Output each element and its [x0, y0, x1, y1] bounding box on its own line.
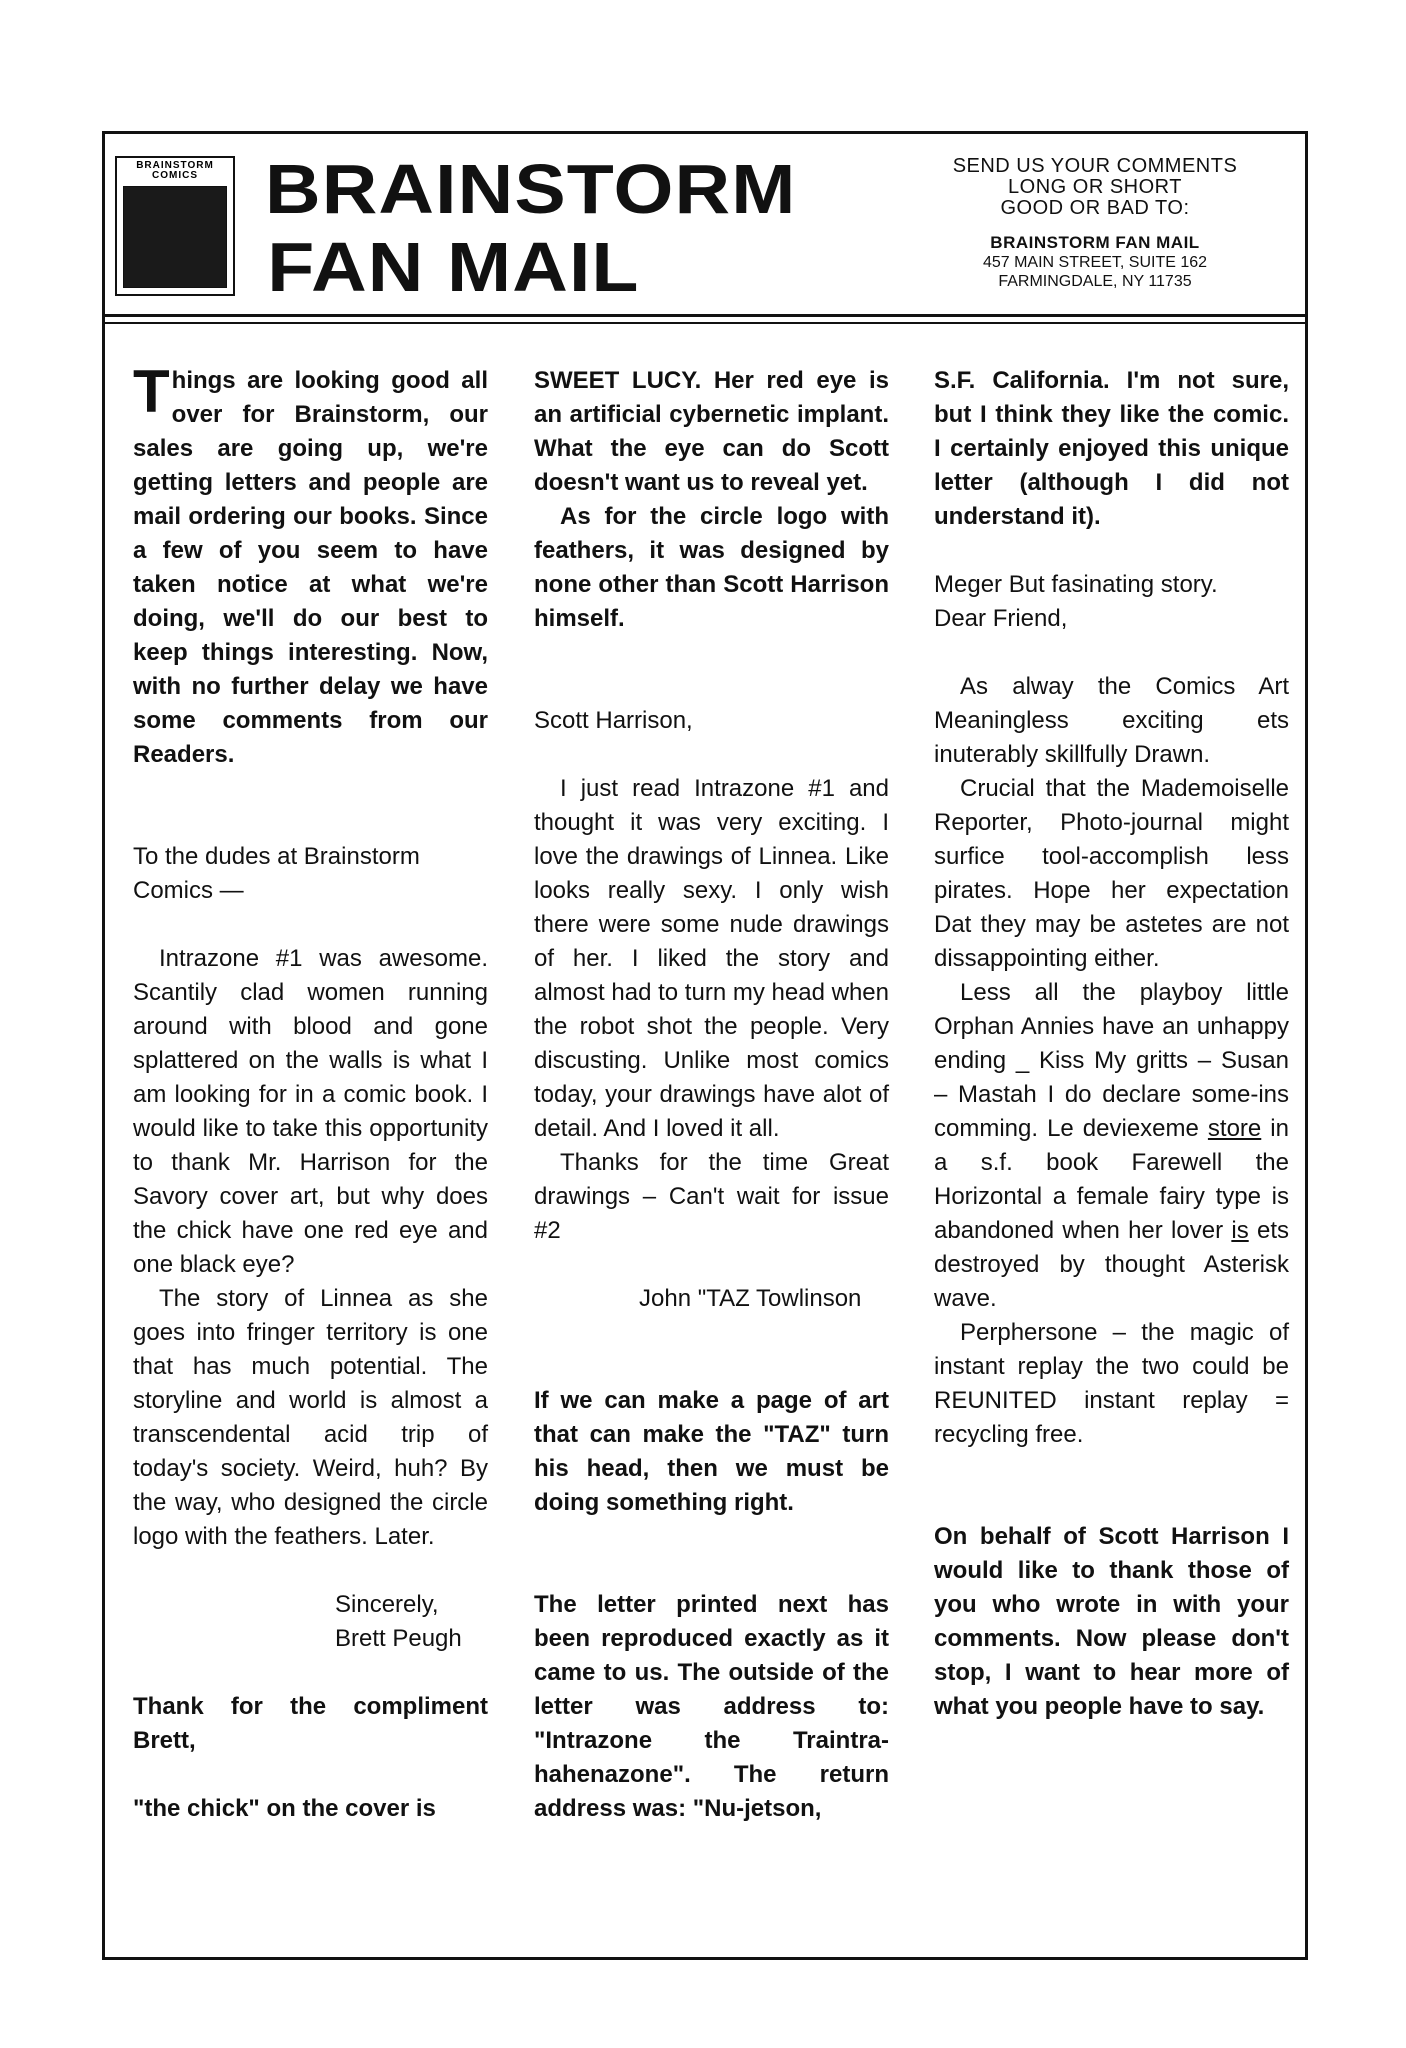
contact-line: GOOD OR BAD TO: [1000, 197, 1190, 219]
logo-artwork [123, 186, 227, 288]
page-frame [102, 131, 1308, 1960]
editor-reply: As for the circle logo with feathers, it was designed by none other than Scott Harrison himself. [534, 503, 889, 632]
column-1 [133, 358, 488, 1826]
editor-reply: "the chick" on the cover is [133, 1795, 436, 1822]
brainstorm-comics-logo [115, 156, 235, 296]
column-3 [934, 364, 1289, 1724]
address-street: 457 MAIN STREET, SUITE 162 [982, 254, 1208, 271]
masthead [105, 134, 1305, 317]
letter-signer: John "TAZ Towlinson [639, 1285, 862, 1312]
editor-note: The letter printed next has been reproduced exactly as it came to us. The outside of the letter was address to: "Intrazone the Traintra-hahenazone". The return address was: "Nu-jetson, [534, 1591, 889, 1822]
letter-sign-off: Sincerely, [335, 1591, 439, 1618]
letter-salutation: Scott Harrison, [534, 707, 693, 734]
letter-line: Meger But fasinating story. [934, 571, 1218, 598]
column-2 [534, 364, 889, 1826]
logo-text: BRAINSTORM COMICS [136, 160, 214, 181]
letter-salutation: To the dudes at Brainstorm Comics — [133, 843, 420, 904]
address-city: FARMINGDALE, NY 11735 [998, 273, 1192, 290]
letter-salutation: Dear Friend, [934, 605, 1068, 632]
address-name: BRAINSTORM FAN MAIL [990, 233, 1200, 252]
letter-paragraph: Perphersone – the magic of instant replay the two could be REUNITED instant replay = recycling free. [934, 1319, 1289, 1448]
letter-paragraph: Less all the playboy little Orphan Annies have an unhappy ending _ Kiss My gritts – Susan – Mastah I do declare some-ins comming. Le deviexeme store in a s.f. book Farewell the Horizontal a female fairy type is abandoned when her lover is ets destroyed by thought Asterisk wave. [934, 979, 1290, 1312]
letter-paragraph: The story of Linnea as she goes into fringer territory is one that has much potential. The storyline and world is almost a transcendental acid trip of today's society. Weird, huh? By the way, who designed the circle logo with the feathers. Later. [133, 1285, 488, 1550]
editor-reply: SWEET LUCY. Her red eye is an artificial cybernetic implant. What the eye can do Scott doesn't want us to reveal yet. [534, 367, 889, 496]
contact-line: SEND US YOUR COMMENTS [952, 155, 1238, 177]
editor-closing: On behalf of Scott Harrison I would like to thank those of you who wrote in with your comments. Now please don't stop, I want to hear more of what you people have to say. [934, 1523, 1289, 1720]
editor-note: S.F. California. I'm not sure, but I think they like the comic. I certainly enjoyed this unique letter (although I did not understand it). [934, 367, 1289, 530]
letter-signer: Brett Peugh [335, 1625, 462, 1652]
letter-paragraph: Crucial that the Mademoiselle Reporter, Photo-journal might surfice tool-accomplish less pirates. Hope her expectation Dat they may be astetes are not dissappointing either. [934, 775, 1289, 972]
letter-paragraph: As alway the Comics Art Meaningless exciting ets inuterably skillfully Drawn. [934, 673, 1289, 768]
letter-paragraph: Thanks for the time Great drawings – Can't wait for issue #2 [534, 1149, 889, 1244]
editor-reply: Thank for the compliment Brett, [133, 1693, 488, 1754]
contact-info [905, 156, 1285, 291]
contact-line: LONG OR SHORT [1008, 176, 1182, 198]
editor-reply: If we can make a page of art that can make the "TAZ" turn his head, then we must be doing something right. [534, 1387, 889, 1516]
letter-paragraph: I just read Intrazone #1 and thought it was very exciting. I love the drawings of Linnea. Like looks really sexy. I only wish there were some nude drawings of her. I liked the story and almost had to turn my head when the robot shot the people. Very discusting. Unlike most comics today, your drawings have alot of detail. And I loved it all. [534, 775, 889, 1142]
page-title: BRAINSTORM FAN MAIL [265, 150, 797, 306]
letter-paragraph: Intrazone #1 was awesome. Scantily clad women running around with blood and gone splattered on the walls is what I am looking for in a comic book. I would like to take this opportunity to thank Mr. Harrison for the Savory cover art, but why does the chick have one red eye and one black eye? [133, 945, 488, 1278]
intro-text: Things are looking good all over for Brainstorm, our sales are going up, we're getting letters and people are mail ordering our books. Since a few of you seem to have taken notice at what we're doing, we'll do our best to keep things interesting. Now, with no further delay we have some comments from our Readers. [133, 358, 488, 768]
